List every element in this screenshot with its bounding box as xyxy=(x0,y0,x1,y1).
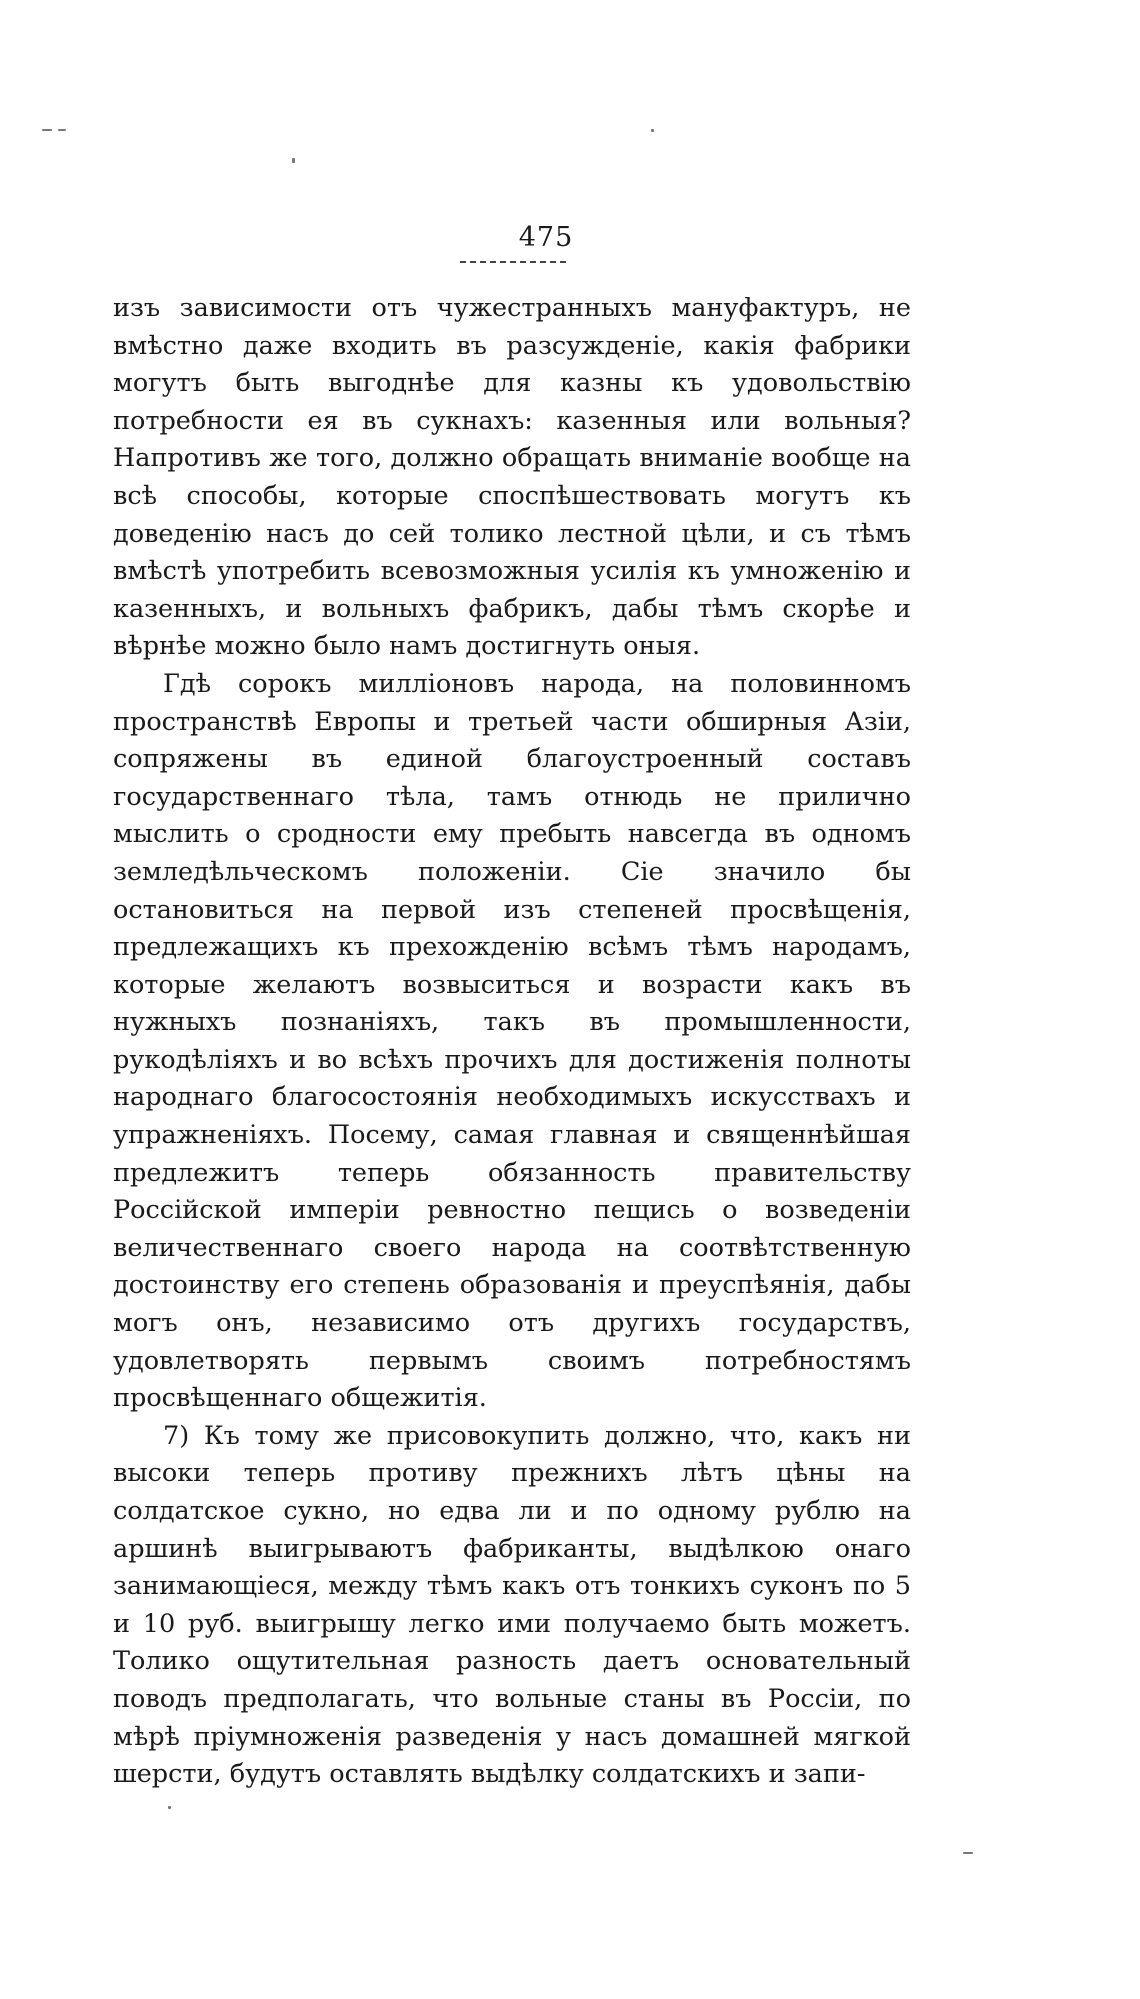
page-number-rule xyxy=(460,261,566,263)
scan-speck xyxy=(292,158,295,163)
paragraph-3: 7) Къ тому же присовокупить должно, что, какъ ни высоки теперь противу прежнихъ лѣтъ цѣны на солдатское сукно, но едва ли и по одному рублю на аршинѣ выигрываютъ фабриканты, выдѣлкою онаго занимающіеся, между тѣмъ какъ отъ тонкихъ суконъ по 5 и 10 руб. выигрышу легко ими получаемо быть можетъ. Толико ощутительная разность даетъ основательный поводъ предполагать, что вольные станы въ Россіи, по мѣрѣ пріумноженія разведенія у насъ домашней мягкой шерсти, будутъ оставлять выдѣлку солдатскихъ и запи- xyxy=(113,1420,911,1790)
page-number: 475 xyxy=(518,222,574,253)
paragraph-1: изъ зависимости отъ чужестранныхъ мануфактуръ, не вмѣстно даже входить въ разсужденіе, какія фабрики могутъ быть выгоднѣе для казны къ удовольствію потребности ея въ сукнахъ: казенныя или вольныя? Напротивъ же того, должно обращать вниманіе вообще на всѣ способы, которые споспѣшествовать могутъ къ доведенію насъ до сей толико лестной цѣли, и съ тѣмъ вмѣстѣ употребить всевозможныя усилія къ умноженію и казенныхъ, и вольныхъ фабрикъ, дабы тѣмъ скорѣе и вѣрнѣе можно было намъ достигнуть оныя. xyxy=(113,293,911,662)
body-text xyxy=(113,290,911,1794)
scan-speck xyxy=(168,1806,171,1809)
scan-speck xyxy=(58,129,66,131)
scan-speck xyxy=(963,1852,973,1854)
scan-speck xyxy=(651,129,654,132)
paragraph-2: Гдѣ сорокъ милліоновъ народа, на половинномъ пространствѣ Европы и третьей части обширныя Азіи, сопряжены въ единой благоустроенный составъ государственнаго тѣла, тамъ отнюдь не прилично мыслить о сродности ему пребыть навсегда въ одномъ земледѣльческомъ положеніи. Сіе значило бы остановиться на первой изъ степеней просвѣщенія, предлежащихъ къ прехожденію всѣмъ тѣмъ народамъ, которые желаютъ возвыситься и возрасти какъ въ нужныхъ познаніяхъ, такъ въ промышленности, рукодѣліяхъ и во всѣхъ прочихъ для достиженія полноты народнаго благосостоянія необходимыхъ искусствахъ и упражненіяхъ. Посему, самая главная и священнѣйшая предлежитъ теперь обязанность правительству Россійской имперіи ревностно пещись о возведеніи величественнаго своего народа на соотвѣтственную достоинству его степень образованія и преуспѣянія, дабы могъ онъ, независимо отъ другихъ государствъ, удовлетворять первымъ своимъ потребностямъ просвѣщеннаго общежитія. xyxy=(113,668,911,1414)
scan-speck xyxy=(42,129,52,131)
